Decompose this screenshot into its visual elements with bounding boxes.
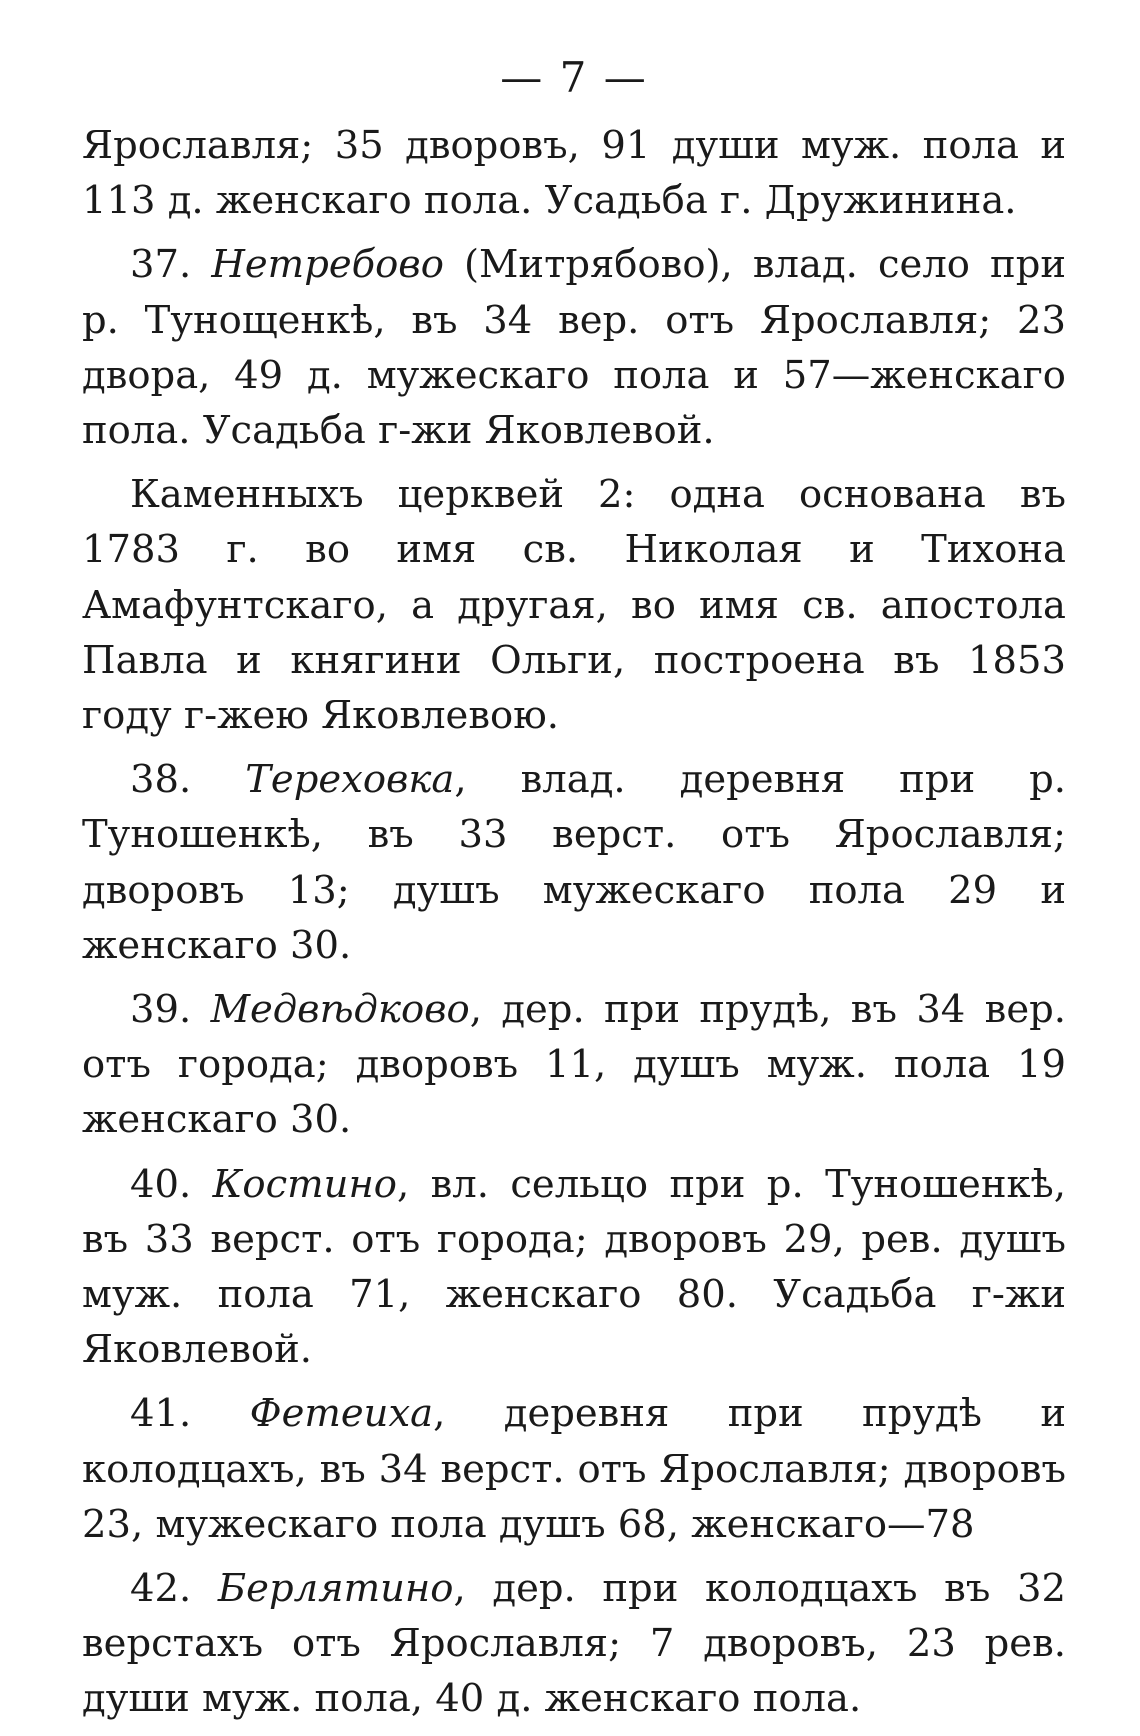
entry-40	[82, 1157, 1066, 1378]
entry-number: 40.	[130, 1161, 213, 1207]
paragraph-text: Ярославля; 35 дворовъ, 91 души муж. пола и 113 д. женскаго пола. Усадьба г. Дружинина.	[82, 123, 1066, 224]
entry-text: (Митрябово), влад. село при р. Тунощенкѣ, въ 34 вер. отъ Ярославля; 23 двора, 49 д. мужескаго пола и 57—женскаго пола. Усадьба г-жи Яковлевой.	[82, 242, 1067, 454]
place-name: Костино	[212, 1161, 397, 1207]
paragraph-continuation	[82, 118, 1066, 228]
entry-38	[82, 752, 1066, 973]
place-name: Тереховка	[245, 757, 455, 803]
entry-number: 39.	[130, 987, 211, 1033]
place-name: Медвѣдково	[210, 987, 470, 1033]
place-name: Берлятино	[217, 1566, 454, 1612]
entry-41	[82, 1386, 1066, 1552]
place-name: Фетеиха	[249, 1391, 434, 1437]
entry-number: 37.	[130, 242, 212, 288]
entry-number: 42.	[130, 1566, 218, 1612]
entry-37	[82, 237, 1066, 458]
entry-number: 38.	[130, 757, 246, 803]
entry-text: , деревня при прудѣ и колодцахъ, въ 34 верст. отъ Ярославля; дворовъ 23, мужескаго пола душъ 68, женскаго—78	[82, 1391, 1066, 1547]
entry-text: , дер. при прудѣ, въ 34 вер. отъ города; дворовъ 11, душъ муж. пола 19 женскаго 30.	[82, 987, 1066, 1143]
place-name: Нетребово	[211, 242, 444, 288]
entry-42	[82, 1561, 1066, 1727]
entry-39	[82, 982, 1066, 1148]
entry-text: , дер. при колодцахъ въ 32 верстахъ отъ Ярославля; 7 дворовъ, 23 рев. души муж. пола, 40 д. женскаго пола.	[82, 1566, 1066, 1722]
page-number: — 7 —	[500, 53, 648, 102]
churches-paragraph	[82, 467, 1066, 743]
page	[82, 40, 1066, 1736]
entry-number: 41.	[130, 1391, 250, 1437]
entry-text: , влад. деревня при р. Туношенкѣ, въ 33 верст. отъ Ярославля; дворовъ 13; душъ мужескаго пола 29 и женскаго 30.	[82, 757, 1066, 968]
paragraph-text: Каменныхъ церквей 2: одна основана въ 1783 г. во имя св. Николая и Тихона Амафунтскаго, а другая, во имя св. апостола Павла и княгини Ольги, построена въ 1853 году г-жею Яковлевою.	[82, 472, 1066, 739]
entry-text: , вл. сельцо при р. Туношенкѣ, въ 33 верст. отъ города; дворовъ 29, рев. душъ муж. пола 71, женскаго 80. Усадьба г-жи Яковлевой.	[82, 1161, 1066, 1373]
